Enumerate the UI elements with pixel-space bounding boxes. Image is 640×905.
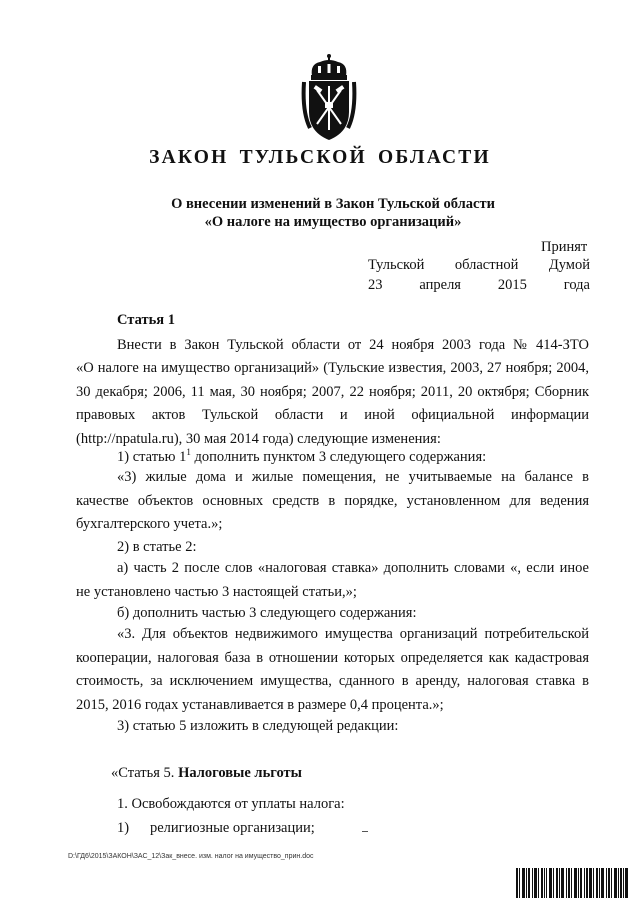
adopted-word: 2015: [497, 277, 527, 293]
article-5-prefix: «Статья 5.: [111, 765, 175, 781]
subtitle-line-1: О внесении изменений в Закон Тульской области: [171, 196, 495, 212]
article-1-heading: Статья 1: [117, 312, 175, 328]
intro-paragraph: «О налоге на имущество организаций» (Тульские известия, 2003, 27 ноября; 2004, 30 декабря; 2006, 11 мая, 30 ноября; 2007, 22 ноября; 2011, 20 октября; Сборник правовых актов Тульской области и иной официальной информации (http://npatula.ru), 30 мая 2014 года) следующие изменения:: [76, 360, 589, 447]
adopted-row-2: [368, 257, 590, 274]
item-2b-text: «3. Для объектов недвижимого имущества организаций потребительской кооперации, налоговая база в отношении которых определяется как кадастровая стоимость, за исключением имущества, сданного в аренду, налоговая ставка в 2015, 2016 годах устанавливается в размере 0,4 процента.»;: [76, 626, 589, 713]
paragraph-1-number: 1): [117, 820, 130, 836]
law-title: ЗАКОН ТУЛЬСКОЙ ОБЛАСТИ: [149, 147, 491, 168]
item-2a-text: а) часть 2 после слов «налоговая ставка» дополнить словами «, если иное не установлено частью 3 настоящей статьи,»;: [76, 560, 589, 600]
subtitle-line-2: «О налоге на имущество организаций»: [204, 214, 462, 230]
coat-of-arms-emblem: [300, 52, 358, 142]
item-2b-heading: б) дополнить частью 3 следующего содержания:: [117, 605, 417, 621]
article-5-heading: [111, 765, 302, 782]
paragraph-1-item: религиозные организации;: [150, 820, 315, 836]
intro-first-line: Внести в Закон Тульской области от 24 ноября 2003 года № 414-ЗТО: [117, 337, 589, 353]
item-3-heading: 3) статью 5 изложить в следующей редакции:: [117, 718, 399, 734]
adopted-word: 23: [368, 277, 383, 293]
article-5-title: Налоговые льготы: [178, 765, 302, 781]
adopted-word: областной: [454, 257, 519, 273]
scan-mark: [362, 831, 368, 832]
adopted-word: Думой: [548, 257, 590, 273]
paragraph-1: 1. Освобождаются от уплаты налога:: [117, 796, 345, 812]
item-1-heading: [117, 449, 486, 466]
item-1-post: дополнить пунктом 3 следующего содержания:: [190, 449, 487, 465]
adopted-word: года: [563, 277, 590, 293]
adopted-word: Тульской: [368, 257, 425, 273]
file-path-footer: D:\ГД6\2015\ЗАКОН\ЗАС_12\Зак_внесе. изм. налог на имущество_прин.doc: [68, 853, 314, 860]
item-1-text: «3) жилые дома и жилые помещения, не учитываемые на балансе в качестве объектов основных средств в порядке, установленном для ведения бухгалтерского учета.»;: [76, 469, 589, 532]
item-1-pre: 1) статью 1: [117, 449, 187, 465]
adopted-word: апреля: [419, 277, 461, 293]
adopted-row-3: [368, 277, 590, 294]
barcode: [516, 868, 628, 898]
item-2-heading: 2) в статье 2:: [117, 539, 197, 555]
item-1-superscript: 1: [186, 447, 191, 458]
adopted-word: Принят: [541, 239, 588, 255]
